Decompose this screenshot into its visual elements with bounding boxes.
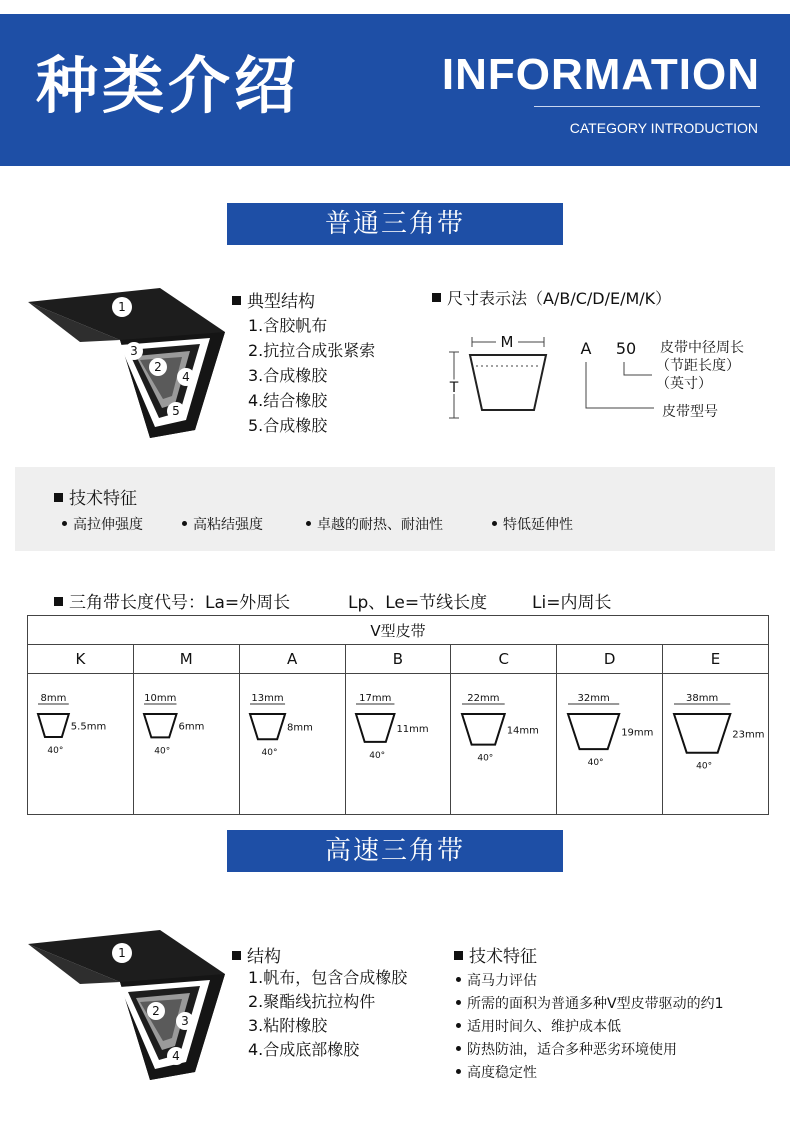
table-title: V型皮带 [28, 616, 769, 645]
belt-profile-drawing [452, 692, 556, 792]
list-item: 2.抗拉合成张紧索 [248, 341, 376, 360]
tech-heading: 技术特征 [54, 484, 137, 509]
height-label: 23mm [731, 729, 765, 741]
list-item: 4.结合橡胶 [248, 391, 328, 410]
page-title: 种类介绍 [36, 49, 301, 122]
list-item: 所需的面积为普通多种V型皮带驱动的约1 [456, 993, 723, 1016]
table-header-cell: K [28, 645, 134, 674]
belt-profile-drawing [28, 692, 132, 792]
table-header-cell: D [557, 645, 663, 674]
bullet-dot-icon [306, 521, 311, 526]
bullet-dot-icon [456, 1023, 461, 1028]
list-item: 防热防油，适合多种恶劣环境使用 [456, 1039, 723, 1062]
size-notation-heading: 尺寸表示法（A/B/C/D/E/M/K） [432, 286, 671, 309]
square-bullet-icon [432, 293, 441, 302]
belt-profile-drawing [664, 692, 768, 792]
v-belt-table [27, 615, 769, 815]
code-letter: A [580, 339, 592, 358]
square-bullet-icon [54, 493, 63, 502]
bullet-dot-icon [456, 1069, 461, 1074]
callout-5: 5 [172, 404, 180, 418]
list-item: 2.聚酯线抗拉构件 [248, 992, 376, 1011]
bullet-dot-icon [456, 977, 461, 982]
belt-profile-shape [462, 714, 505, 745]
t-label: T [449, 380, 459, 396]
height-label: 14mm [506, 725, 539, 737]
list-item: 4.合成底部橡胶 [248, 1040, 360, 1059]
list-item: 3.合成橡胶 [248, 366, 328, 385]
tech-item: 卓越的耐热、耐油性 [306, 514, 443, 534]
square-bullet-icon [454, 951, 463, 960]
header-subtitle: CATEGORY INTRODUCTION [569, 120, 758, 136]
structure-heading: 典型结构 [232, 287, 315, 312]
hs-tech-heading: 技术特征 [454, 942, 537, 967]
callout-2: 2 [152, 1004, 160, 1018]
width-label: 10mm [144, 693, 177, 704]
belt-profile-shape [356, 714, 394, 742]
hs-structure-list [248, 966, 407, 1062]
list-item: 高马力评估 [456, 970, 723, 993]
bullet-dot-icon [456, 1000, 461, 1005]
belt-profile-shape [38, 714, 69, 737]
square-bullet-icon [232, 296, 241, 305]
height-label: 19mm [620, 727, 654, 739]
belt-cross-section-image [20, 280, 232, 450]
type-label: 皮带型号 [662, 404, 718, 420]
callout-4: 4 [182, 370, 190, 384]
size-notation-diagram [440, 330, 770, 430]
table-header-cell: C [451, 645, 557, 674]
width-label: 13mm [251, 693, 284, 704]
code-number: 50 [615, 339, 637, 358]
length-code-row: 三角带长度代号：La=外周长 [54, 588, 290, 613]
pitch-label-3: （英寸） [656, 376, 712, 392]
table-header-cell: E [663, 645, 769, 674]
angle-label: 40° [154, 746, 171, 757]
belt-profile-shape [568, 714, 619, 749]
m-label: M [500, 333, 514, 351]
belt-profile-cell [239, 674, 345, 815]
angle-label: 40° [261, 748, 278, 759]
tech-item: 高粘结强度 [182, 514, 263, 534]
section-banner-standard: 普通三角带 [227, 203, 563, 245]
pitch-label-1: 皮带中径周长 [660, 340, 744, 356]
width-label: 8mm [40, 693, 67, 704]
belt-profile-cell [345, 674, 451, 815]
belt-cross-section-image [20, 922, 232, 1092]
height-label: 11mm [396, 723, 429, 735]
callout-2: 2 [154, 360, 162, 374]
bullet-dot-icon [182, 521, 187, 526]
bullet-dot-icon [62, 521, 67, 526]
callout-3: 3 [181, 1014, 189, 1028]
hs-tech-list [456, 970, 723, 1085]
list-item: 3.粘附橡胶 [248, 1016, 328, 1035]
angle-label: 40° [695, 761, 712, 772]
height-label: 5.5mm [71, 721, 107, 733]
section-banner-high-speed: 高速三角带 [227, 830, 563, 872]
pitch-label-2: （节距长度） [656, 358, 740, 374]
belt-profile-shape [144, 714, 177, 737]
height-label: 6mm [178, 721, 205, 733]
callout-1: 1 [118, 946, 126, 960]
belt-profile-cell [557, 674, 663, 815]
table-header-cell: A [239, 645, 345, 674]
belt-profile-cell [451, 674, 557, 815]
angle-label: 40° [369, 750, 386, 761]
callout-4: 4 [172, 1049, 180, 1063]
height-label: 8mm [287, 722, 314, 734]
list-item: 5.合成橡胶 [248, 416, 328, 435]
bullet-dot-icon [456, 1046, 461, 1051]
tech-features-panel [15, 467, 775, 551]
width-label: 17mm [359, 693, 392, 704]
header-divider [534, 106, 760, 107]
square-bullet-icon [232, 951, 241, 960]
tech-item: 特低延伸性 [492, 514, 573, 534]
length-code-lp: Lp、Le=节线长度 [348, 593, 488, 613]
table-header-cell: B [345, 645, 451, 674]
list-item: 1.帆布，包含合成橡胶 [248, 968, 408, 987]
belt-profile-cell [133, 674, 239, 815]
belt-profile-drawing [240, 692, 344, 792]
width-label: 22mm [467, 693, 500, 704]
belt-profile-drawing [346, 692, 450, 792]
length-code-li: Li=内周长 [532, 593, 612, 613]
belt-profile-cell [663, 674, 769, 815]
angle-label: 40° [47, 745, 64, 756]
english-title: INFORMATION [441, 50, 760, 99]
hs-structure-heading: 结构 [232, 942, 281, 967]
width-label: 38mm [685, 693, 718, 704]
callout-1: 1 [118, 300, 126, 314]
belt-profile-cell [28, 674, 134, 815]
bullet-dot-icon [492, 521, 497, 526]
table-header-cell: M [133, 645, 239, 674]
callout-3: 3 [130, 344, 138, 358]
list-item: 高度稳定性 [456, 1062, 723, 1085]
square-bullet-icon [54, 597, 63, 606]
angle-label: 40° [477, 753, 494, 764]
tech-item: 高拉伸强度 [62, 514, 143, 534]
structure-list [248, 313, 375, 438]
belt-profile-drawing [134, 692, 238, 792]
angle-label: 40° [587, 758, 604, 769]
list-item: 适用时间久、维护成本低 [456, 1016, 723, 1039]
list-item: 1.含胶帆布 [248, 316, 328, 335]
belt-profile-drawing [558, 692, 662, 792]
belt-profile-shape [674, 714, 730, 753]
width-label: 32mm [577, 693, 610, 704]
table-drawing-row [28, 674, 769, 815]
belt-profile-shape [250, 714, 285, 739]
table-header-row [28, 645, 769, 674]
